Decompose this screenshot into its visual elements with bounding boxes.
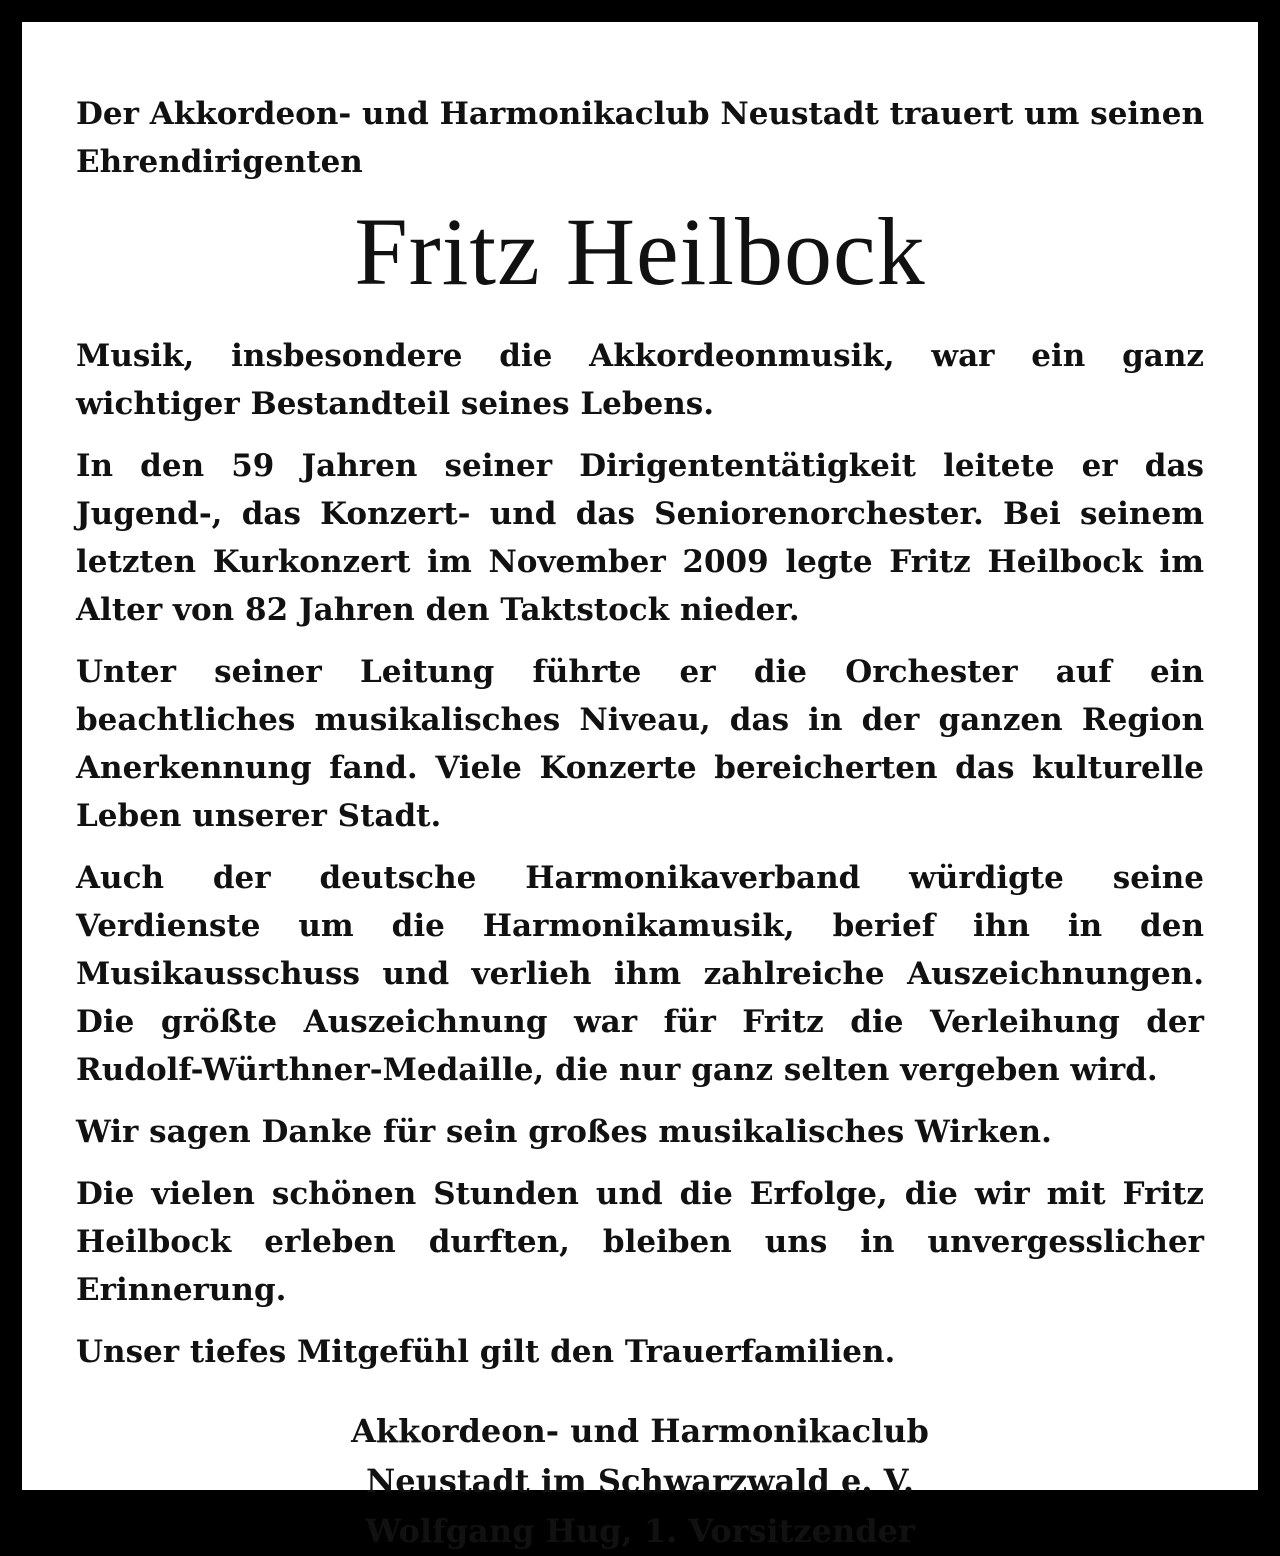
paragraph-music: Musik, insbesondere die Akkordeonmusik, war ein ganz wichtiger Bestandteil seines Lebens. [76,338,1204,422]
signature-club-name: Akkordeon- und Harmonikaclub [351,1412,929,1450]
deceased-name: Fritz Heilbock [354,198,926,305]
paragraph-memories: Die vielen schönen Stunden und die Erfolge, die wir mit Fritz Heilbock erleben durften, bleiben uns in unvergesslicher Erinnerung. [76,1176,1204,1308]
paragraph-conductor-years: In den 59 Jahren seiner Dirigententätigkeit leitete er das Jugend-, das Konzert- und das Seniorenorchester. Bei seinem letzten Kurkonzert im November 2009 legte Fritz Heilbock im Alter von 82 Jahren den Taktstock nieder. [76,448,1204,628]
intro-text: Der Akkordeon- und Harmonikaclub Neustadt trauert um seinen Ehrendirigenten [76,96,1204,180]
obituary-notice [22,22,1258,1550]
signature-club-location: Neustadt im Schwarzwald e. V. [366,1462,914,1500]
paragraph-awards: Auch der deutsche Harmonikaverband würdigte seine Verdienste um die Harmonikamusik, berief ihn in den Musikausschuss und verlieh ihm zahlreiche Auszeichnungen. Die größte Auszeichnung war für Fritz die Verleihung der Rudolf-Würthner-Medaille, die nur ganz selten vergeben wird. [76,860,1204,1088]
signature-block [76,1406,1204,1556]
paragraph-leadership: Unter seiner Leitung führte er die Orchester auf ein beachtliches musikalisches Niveau, das in der ganzen Region Anerkennung fand. Viele Konzerte bereicherten das kulturelle Leben unserer Stadt. [76,654,1204,834]
signature-chairman: Wolfgang Hug, 1. Vorsitzender [365,1512,915,1550]
obituary-body [76,332,1204,1376]
paragraph-condolences: Unser tiefes Mitgefühl gilt den Trauerfamilien. [76,1334,896,1370]
paragraph-thanks: Wir sagen Danke für sein großes musikalisches Wirken. [76,1114,1052,1150]
